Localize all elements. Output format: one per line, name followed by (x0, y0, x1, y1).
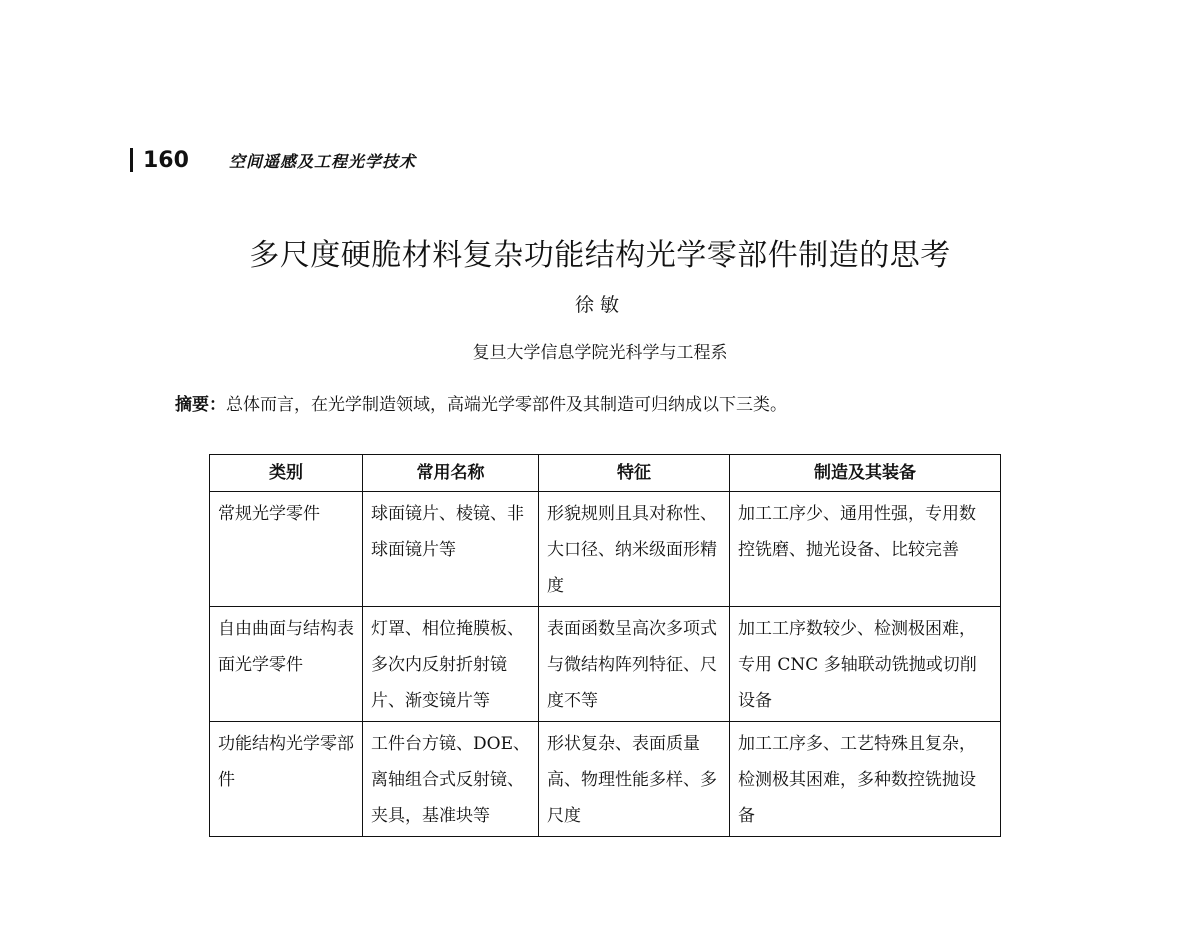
table-row (210, 722, 1001, 837)
cell-text: 工件台方镜、DOE、离轴组合式反射镜、夹具，基准块等 (371, 734, 530, 826)
table-cell-manufacturing (730, 607, 1001, 722)
cell-text: 加工工序少、通用性强，专用数控铣磨、抛光设备、比较完善 (738, 504, 976, 560)
cell-text: 球面镜片、棱镜、非球面镜片等 (371, 504, 524, 560)
table-cell-category (210, 607, 363, 722)
author: 徐敏 (574, 294, 625, 316)
cell-text: 灯罩、相位掩膜板、多次内反射折射镜片、渐变镜片等 (371, 619, 524, 711)
table-cell-category (210, 492, 363, 607)
table-cell-names (363, 492, 539, 607)
abstract-text: 总体而言，在光学制造领域，高端光学零部件及其制造可归纳成以下三类。 (226, 395, 787, 415)
header-rule (130, 148, 133, 172)
table-cell-names (363, 722, 539, 837)
cell-text: 常规光学零件 (218, 504, 320, 524)
table-header-features: 特征 (539, 455, 730, 492)
abstract (175, 390, 787, 415)
table-cell-category (210, 722, 363, 837)
table-row (210, 607, 1001, 722)
page-header (130, 145, 416, 175)
table-cell-manufacturing (730, 492, 1001, 607)
cell-text: 形貌规则且具对称性、大口径、纳米级面形精度 (547, 504, 717, 596)
cell-text: 加工工序多、工艺特殊且复杂，检测极其困难，多种数控铣抛设备 (738, 734, 976, 826)
table-header-row (210, 455, 1001, 492)
table-cell-names (363, 607, 539, 722)
table-cell-features (539, 492, 730, 607)
cell-text: 形状复杂、表面质量高、物理性能多样、多尺度 (547, 734, 717, 826)
abstract-label: 摘要： (175, 395, 226, 415)
table-cell-manufacturing (730, 722, 1001, 837)
cell-text: 功能结构光学零部件 (218, 734, 354, 790)
table-header-category: 类别 (210, 455, 363, 492)
feature-table (209, 454, 1001, 837)
cell-text: 表面函数呈高次多项式与微结构阵列特征、尺度不等 (547, 619, 717, 711)
table-cell-features (539, 607, 730, 722)
affiliation: 复旦大学信息学院光科学与工程系 (472, 343, 728, 363)
table-cell-features (539, 722, 730, 837)
page-number: 160 (143, 147, 189, 173)
table-row (210, 492, 1001, 607)
cell-text: 加工工序数较少、检测极困难，专用 CNC 多轴联动铣抛或切削设备 (738, 619, 977, 711)
table-header-manufacturing: 制造及其装备 (730, 455, 1001, 492)
article-title: 多尺度硬脆材料复杂功能结构光学零部件制造的思考 (249, 238, 951, 273)
table-header-names: 常用名称 (363, 455, 539, 492)
cell-text: 自由曲面与结构表面光学零件 (218, 619, 354, 675)
running-head: 空间遥感及工程光学技术 (228, 151, 416, 171)
